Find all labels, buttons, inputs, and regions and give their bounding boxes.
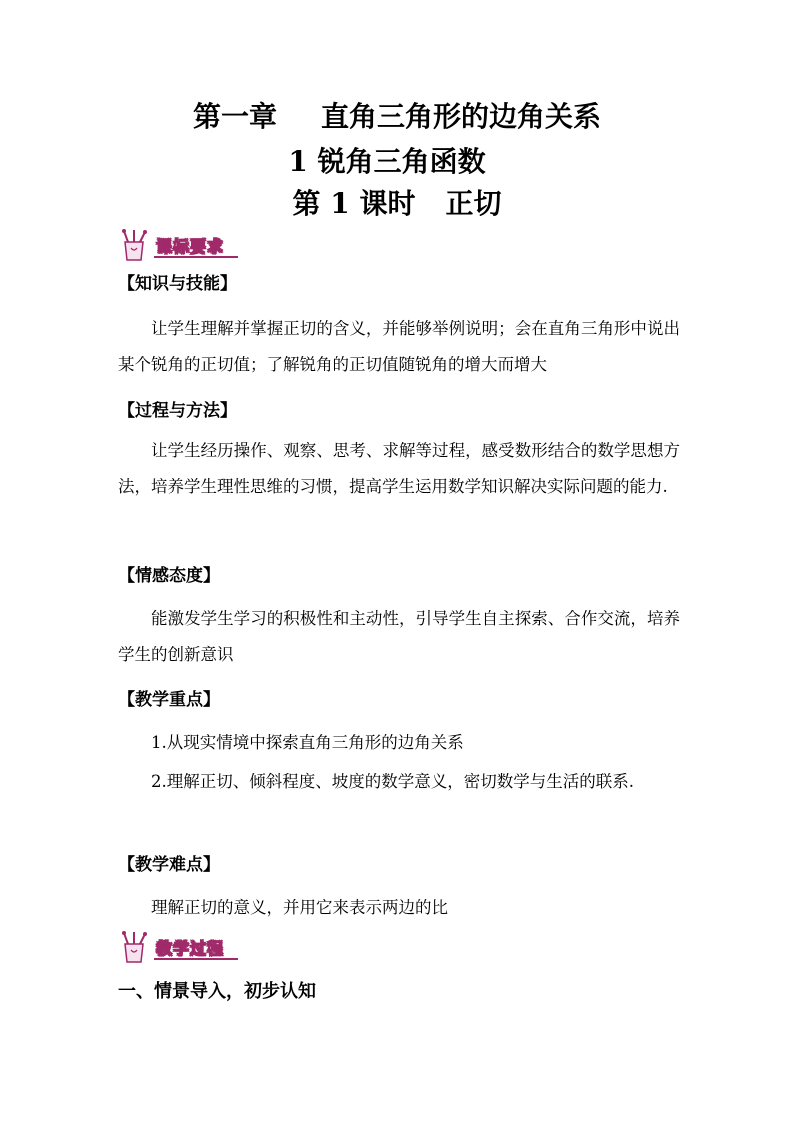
difficulties-heading: 【教学难点】 [118, 855, 220, 875]
key-points-heading: 【教学重点】 [118, 690, 220, 710]
process-badge [118, 930, 240, 964]
process-heading: 【过程与方法】 [118, 401, 237, 421]
attitude-heading: 【情感态度】 [118, 566, 220, 586]
lesson-number: 第 1 课时 [292, 187, 416, 220]
process-text: 让学生经历操作、观察、思考、求解等过程，感受数形结合的数学思想方法，培养学生理性思维的习惯，提高学生运用数学知识解决实际问题的能力. [118, 441, 680, 496]
knowledge-heading: 【知识与技能】 [118, 274, 237, 294]
lesson-title: 正切 [445, 187, 502, 220]
chapter-number: 第一章 [192, 100, 277, 133]
difficulties-text: 理解正切的意义，并用它来表示两边的比 [151, 898, 448, 917]
chapter-title: 直角三角形的边角关系 [321, 100, 602, 133]
part-heading: 一、情景导入，初步认知 [118, 981, 316, 1002]
key-point-item-1: 1.从现实情境中探索直角三角形的边角关系 [151, 733, 464, 752]
requirements-badge [118, 228, 240, 262]
chapter-title-line [0, 99, 794, 135]
lesson-title-line [0, 186, 794, 222]
badge-underline [154, 256, 238, 258]
process-badge-label: 教学过程 [156, 939, 225, 958]
pencil-cup-icon [118, 930, 150, 964]
attitude-text: 能激发学生学习的积极性和主动性，引导学生自主探索、合作交流，培养学生的创新意识 [118, 609, 680, 664]
knowledge-text: 让学生理解并掌握正切的含义，并能够举例说明；会在直角三角形中说出某个锐角的正切值；了解锐角的正切值随锐角的增大而增大 [118, 319, 680, 374]
section-title: 1 锐角三角函数 [288, 145, 486, 178]
requirements-badge-label: 课标要求 [156, 237, 225, 256]
pencil-cup-icon [118, 228, 150, 262]
key-point-item-2: 2.理解正切、倾斜程度、坡度的数学意义，密切数学与生活的联系. [151, 772, 634, 791]
badge-underline [154, 958, 238, 960]
